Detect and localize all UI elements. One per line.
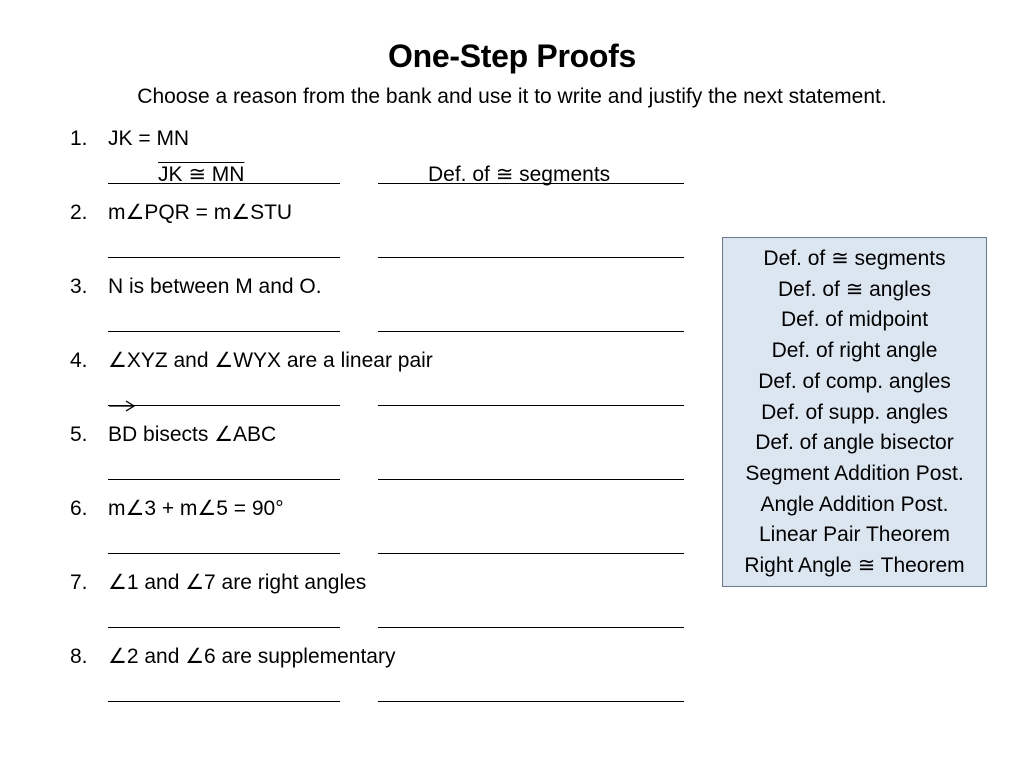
bank-item: Def. of midpoint: [780, 308, 929, 332]
statement-blank[interactable]: [108, 701, 340, 702]
problem-number: 3.: [70, 275, 88, 298]
statement-blank[interactable]: [108, 257, 340, 258]
answer-statement: JK ≅ MN: [158, 163, 245, 186]
bank-item: Def. of comp. angles: [758, 369, 951, 393]
problem-list: [70, 125, 710, 717]
reason-blank[interactable]: [378, 257, 684, 258]
statement-rest: bisects ∠ABC: [137, 423, 277, 446]
problem-7: [70, 569, 710, 643]
reason-blank[interactable]: [378, 627, 684, 628]
bank-item: Right Angle ≅ Theorem: [744, 554, 965, 578]
problem-number: 1.: [70, 127, 88, 150]
given-statement: N is between M and O.: [108, 275, 322, 298]
answer-reason: Def. of ≅ segments: [428, 163, 611, 186]
bank-item: Def. of right angle: [771, 339, 938, 363]
page-title: One-Step Proofs: [388, 38, 636, 74]
reason-blank[interactable]: [378, 701, 684, 702]
given-statement: ∠XYZ and ∠WYX are a linear pair: [108, 349, 433, 372]
statement-blank[interactable]: [108, 405, 340, 406]
statement-blank[interactable]: [108, 479, 340, 480]
statement-blank[interactable]: [108, 183, 340, 184]
problem-3: [70, 273, 710, 347]
bank-item: Def. of supp. angles: [761, 400, 948, 424]
problem-number: 8.: [70, 645, 88, 668]
instructions: Choose a reason from the bank and use it to write and justify the next statement.: [137, 85, 887, 108]
ray-label: BD: [108, 423, 138, 446]
given-statement: m∠3 + m∠5 = 90°: [108, 497, 284, 520]
reason-blank[interactable]: [378, 479, 684, 480]
problem-number: 5.: [70, 423, 88, 446]
given-statement: [108, 421, 276, 449]
ray-bd: [108, 421, 137, 449]
problem-6: [70, 495, 710, 569]
problem-number: 7.: [70, 571, 88, 594]
bank-item: Segment Addition Post.: [745, 461, 964, 485]
ray-arrow-icon: [108, 399, 136, 413]
statement-blank[interactable]: [108, 627, 340, 628]
reason-blank[interactable]: [378, 331, 684, 332]
reason-blank[interactable]: [378, 183, 684, 184]
bank-item: Def. of ≅ angles: [777, 277, 931, 301]
problem-2: [70, 199, 710, 273]
reason-blank[interactable]: [378, 405, 684, 406]
given-statement: m∠PQR = m∠STU: [108, 201, 293, 224]
given-statement: JK = MN: [108, 127, 190, 150]
problem-number: 6.: [70, 497, 88, 520]
bank-item: Linear Pair Theorem: [758, 523, 951, 547]
problem-8: [70, 643, 710, 717]
problem-number: 4.: [70, 349, 88, 372]
problem-5: [70, 421, 710, 495]
reason-blank[interactable]: [378, 553, 684, 554]
problem-1: [70, 125, 710, 199]
bank-item: Def. of ≅ segments: [763, 247, 946, 270]
given-statement: ∠1 and ∠7 are right angles: [108, 571, 367, 594]
bank-item: Angle Addition Post.: [760, 492, 949, 516]
statement-blank[interactable]: [108, 331, 340, 332]
statement-blank[interactable]: [108, 553, 340, 554]
reason-bank: [722, 237, 987, 587]
problem-number: 2.: [70, 201, 88, 224]
given-statement: ∠2 and ∠6 are supplementary: [108, 645, 396, 668]
bank-item: Def. of angle bisector: [755, 431, 954, 455]
problem-4: [70, 347, 710, 421]
